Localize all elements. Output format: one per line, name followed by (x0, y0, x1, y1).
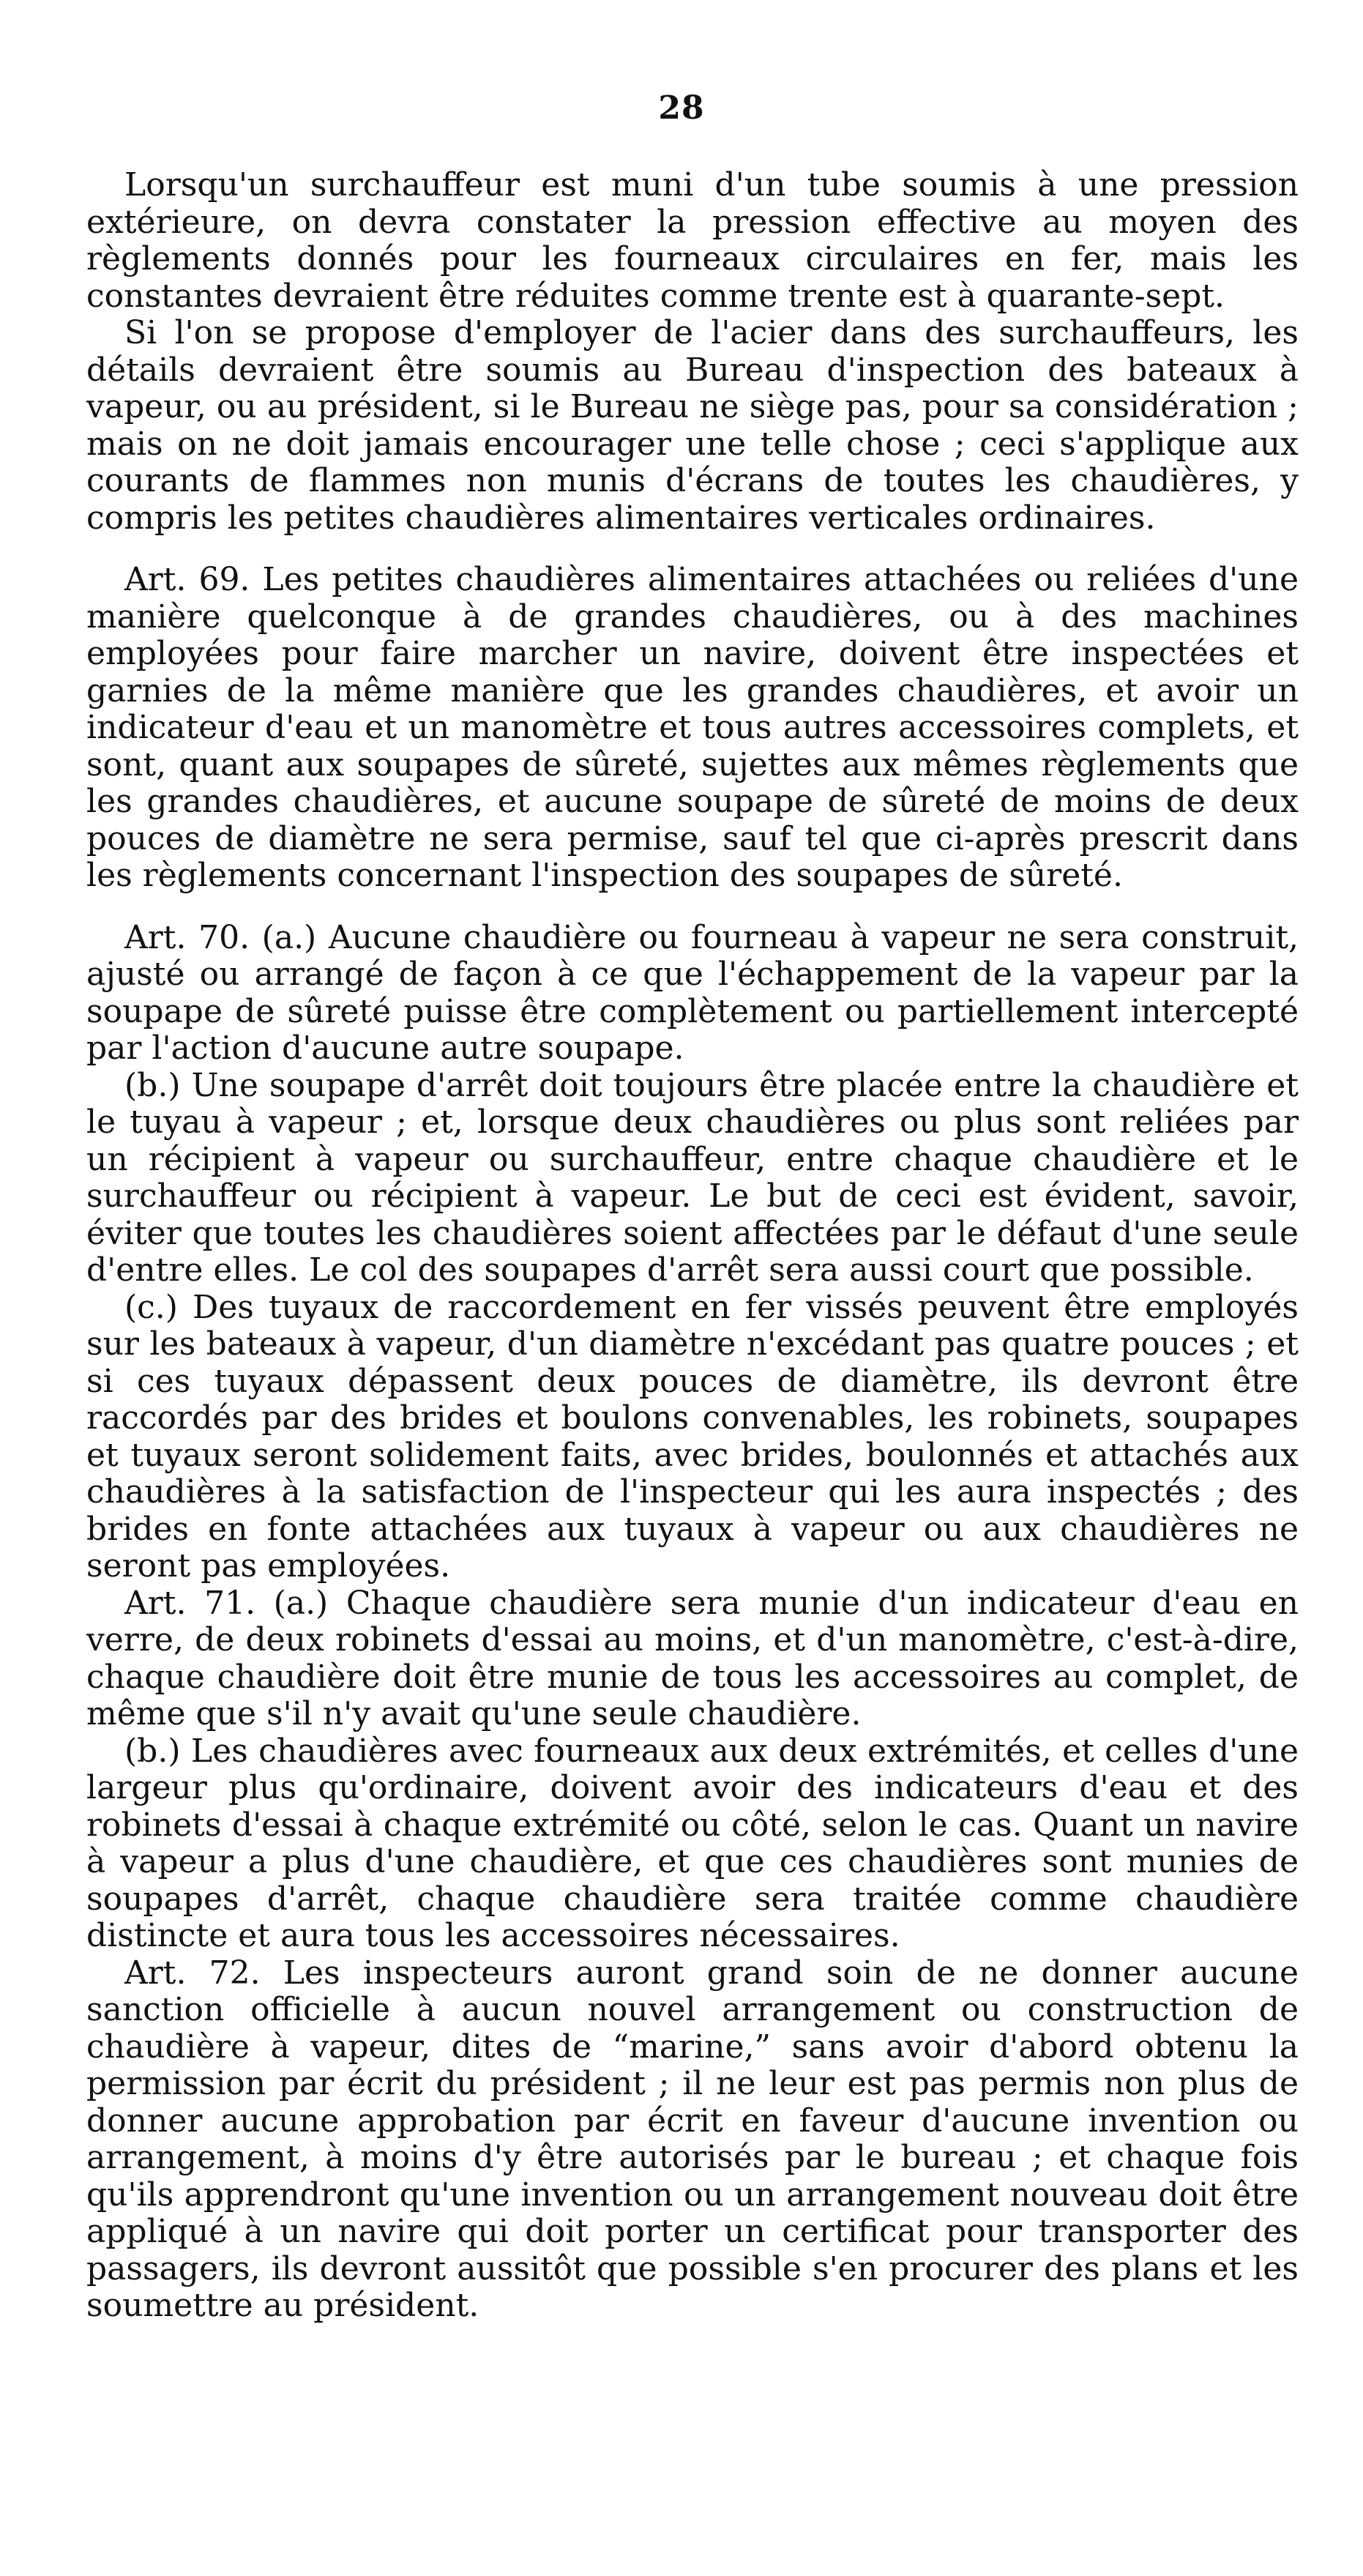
paragraph-article-70-b: (b.) Une soupape d'arrêt doit toujours être placée entre la chaudière et le tuyau à vapeur ; et, lorsque deux chaudières ou plus sont reliées par un récipient à vapeur ou surchauffeur, entre chaque chaudière et le surchauffeur ou récipient à vapeur. Le but de ceci est évident, savoir, éviter que toutes les chaudières soient affectées par le défaut d'une seule d'entre elles. Le col des soupapes d'arrêt sera aussi court que possible. (86, 1066, 1299, 1289)
paragraph-surchauffeur-pression: Lorsqu'un surchauffeur est muni d'un tube soumis à une pression extérieure, on devra constater la pression effective au moyen des règlements donnés pour les fourneaux circulaires en fer, mais les constantes devraient être réduites comme trente est à quarante-sept. (86, 166, 1299, 315)
paragraph-surchauffeur-acier: Si l'on se propose d'employer de l'acier dans des surchauffeurs, les détails devraient être soumis au Bureau d'inspection des bateaux à vapeur, ou au président, si le Bureau ne siège pas, pour sa considération ; mais on ne doit jamais encourager une telle chose ; ceci s'applique aux courants de flammes non munis d'écrans de toutes les chaudières, y compris les petites chaudières alimentaires verticales ordinaires. (86, 314, 1299, 537)
paragraph-article-69: Art. 69. Les petites chaudières alimentaires attachées ou reliées d'une manière quelconque à de grandes chaudières, ou à des machines employées pour faire marcher un navire, doivent être inspectées et garnies de la même manière que les grandes chaudières, et avoir un indicateur d'eau et un manomètre et tous autres accessoires complets, et sont, quant aux soupapes de sûreté, sujettes aux mêmes règlements que les grandes chaudières, et aucune soupape de sûreté de moins de deux pouces de diamètre ne sera permise, sauf tel que ci-après prescrit dans les règlements concernant l'inspection des soupapes de sûreté. (86, 561, 1299, 894)
paragraph-article-70-a: Art. 70. (a.) Aucune chaudière ou fourneau à vapeur ne sera construit, ajusté ou arrangé de façon à ce que l'échappement de la vapeur par la soupape de sûreté puisse être complètement ou partiellement intercepté par l'action d'aucune autre soupape. (86, 918, 1299, 1067)
page-number: 28 (658, 89, 705, 127)
paragraph-article-71-b: (b.) Les chaudières avec fourneaux aux deux extrémités, et celles d'une largeur plus qu'ordinaire, doivent avoir des indicateurs d'eau et des robinets d'essai à chaque extrémité ou côté, selon le cas. Quant un navire à vapeur a plus d'une chaudière, et que ces chaudières sont munies de soupapes d'arrêt, chaque chaudière sera traitée comme chaudière distincte et aura tous les accessoires nécessaires. (86, 1732, 1299, 1954)
paragraph-article-72: Art. 72. Les inspecteurs auront grand soin de ne donner aucune sanction officielle à aucun nouvel arrangement ou construction de chaudière à vapeur, dites de “marine,” sans avoir d'abord obtenu la permission par écrit du président ; il ne leur est pas permis non plus de donner aucune approbation par écrit en faveur d'aucune invention ou arrangement, à moins d'y être autorisés par le bureau ; et chaque fois qu'ils apprendront qu'une invention ou un arrangement nouveau doit être appliqué à un navire qui doit porter un certificat pour transporter des passagers, ils devront aussitôt que possible s'en procurer des plans et les soumettre au président. (86, 1954, 1299, 2324)
paragraph-article-71-a: Art. 71. (a.) Chaque chaudière sera munie d'un indicateur d'eau en verre, de deux robinets d'essai au moins, et d'un manomètre, c'est-à-dire, chaque chaudière doit être munie de tous les accessoires au complet, de même que s'il n'y avait qu'une seule chaudière. (86, 1584, 1299, 1732)
body-text (86, 167, 1299, 2325)
paragraph-article-70-c: (c.) Des tuyaux de raccordement en fer vissés peuvent être employés sur les bateaux à vapeur, d'un diamètre n'excédant pas quatre pouces ; et si ces tuyaux dépassent deux pouces de diamètre, ils devront être raccordés par des brides et boulons convenables, les robinets, soupapes et tuyaux seront solidement faits, avec brides, boulonnés et attachés aux chaudières à la satisfaction de l'inspecteur qui les aura inspectés ; des brides en fonte attachées aux tuyaux à vapeur ou aux chaudières ne seront pas employées. (86, 1288, 1299, 1585)
